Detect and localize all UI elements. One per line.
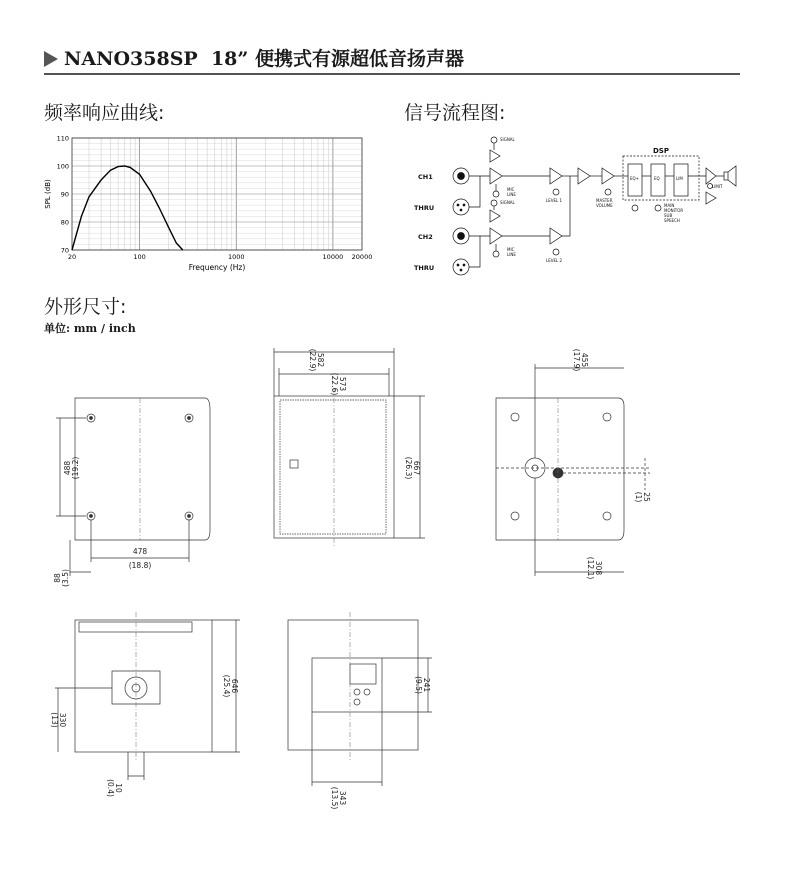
frequency-response-chart [40,130,380,280]
product-title [44,44,464,71]
dim-top-depth-in: (17.9) [572,348,581,372]
side-view-outline [274,396,394,538]
ch2-preamp-icon [490,228,502,244]
flow-dsp-label: DSP [653,147,669,155]
dim-rear-width-in: (13.5) [330,786,339,810]
chart-x-ticks [68,253,372,261]
response-heading: 频率响应曲线: [44,102,165,124]
dim-side-width2: 573 [338,376,347,392]
ch2-jack-center-icon [458,233,465,240]
signal-flow-diagram [410,128,750,278]
flow-input-ch2: CH2 [418,233,433,241]
master-amp-icon [602,168,614,184]
chart-y-label: SPL (dB) [44,179,52,209]
thru2-xlr-icon [453,259,469,275]
chart-x-tick-label: 1000 [227,253,245,261]
flow-block-eq: EQ [654,176,660,181]
dimension-drawings [0,340,790,880]
dim-front-width: 478 [132,547,148,556]
dim-front-height-in: (19.2) [71,456,80,480]
chart-y-tick-label: 70 [60,246,69,255]
dim-rear-height-in: (9.5) [414,676,423,694]
chart-y-tick-label: 80 [60,218,69,227]
dim-bottom-b: 10 [114,783,123,793]
dim-side-height: 667 [412,460,421,476]
dim-top-c: 25 [642,492,651,502]
model-size: 18” [210,48,249,70]
dim-bottom-b-in: (0.4) [106,779,115,797]
chart-y-tick-label: 90 [60,190,69,199]
rear-panel-outline [312,658,382,712]
flow-input-thru2: THRU [414,264,435,272]
model-description: 便携式有源超低音扬声器 [254,48,464,70]
dim-top-b-in: (12.1) [586,556,595,580]
header-rule [44,73,740,75]
flow-dsp-note-sub: SUB [664,213,673,218]
dim-top-c-in: (1) [634,491,643,503]
speaker-icon [724,172,728,180]
limit-led-icon [706,192,716,204]
chart-x-tick-label: 10000 [322,253,344,261]
triangle-bullet-icon [44,51,58,67]
dim-front-width-in: (18.8) [128,561,152,570]
flow-switch-mic1: MIC [507,187,515,192]
output-amp-icon [706,168,716,184]
flow-dsp-note-speech: SPEECH [664,218,680,223]
chart-y-tick-label: 110 [56,134,69,143]
signal2-led-icon [490,210,500,222]
chart-x-tick-label: 20000 [351,253,373,261]
chart-x-tick-label: 100 [133,253,146,261]
flow-block-eqplus: EQ+ [630,176,640,181]
flow-block-lim: LIM [676,176,683,181]
flow-signal1-label: SIGNAL [500,137,515,142]
chart-y-tick-label: 100 [56,162,69,171]
dim-bottom-c: 330 [58,712,67,728]
thru1-xlr-icon [453,199,469,215]
level2-amp-icon [550,228,562,244]
chart-x-tick-label: 20 [67,253,77,261]
dim-side-height-in: (26.3) [404,456,413,480]
flow-switch-mic2: MIC [507,247,515,252]
flow-volume-label: VOLUME [596,203,613,208]
flow-dsp-note-main: MAIN [664,203,675,208]
bottom-view-outline [75,620,212,752]
side-handle-icon [290,460,298,468]
dim-side-width1: 582 [316,352,325,368]
dim-top-b: 308 [594,560,603,576]
dim-bottom-height: 646 [230,678,239,694]
flow-switch-line2: LINE [507,252,516,257]
dim-rear-width: 343 [338,790,347,806]
dim-bottom-height-in: (25.4) [222,674,231,698]
dim-front-offset: 88 [53,573,62,583]
rear-view-outline [288,620,418,750]
flow-signal2-label: SIGNAL [500,200,515,205]
flow-switch-line1: LINE [507,192,516,197]
flow-dsp-note-monitor: MONITOR [664,208,684,213]
chart-y-ticks [57,135,69,255]
flow-limit-label: LIMIT [712,184,723,189]
flow-input-thru1: THRU [414,204,435,212]
ch1-jack-center-icon [458,173,465,180]
flow-master-label: MASTER [596,198,613,203]
response-curve [72,166,183,250]
unit-label: 单位: mm / inch [44,322,136,335]
flow-input-ch1: CH1 [418,173,433,181]
model-name: NANO358SP [64,48,198,70]
level1-amp-icon [550,168,562,184]
dim-side-width1-in: (22.9) [308,348,317,372]
dim-rear-height: 241 [422,677,431,693]
dim-front-offset-in: (3.5) [61,569,70,587]
sum-amp-icon [578,168,590,184]
dim-bottom-c-in: (13) [50,712,59,728]
flow-level1-label: LEVEL 1 [546,198,563,203]
dimensions-heading: 外形尺寸: [44,296,127,318]
chart-x-label: Frequency (Hz) [188,263,246,272]
signal1-led-icon [490,150,500,162]
dim-front-height: 488 [63,460,72,476]
dim-top-depth: 455 [580,352,589,368]
ch1-preamp-icon [490,168,502,184]
dim-side-width2-in: (22.6) [330,372,339,396]
flow-level2-label: LEVEL 2 [546,258,563,263]
chart-grid [72,138,362,250]
flow-heading: 信号流程图: [404,102,506,124]
